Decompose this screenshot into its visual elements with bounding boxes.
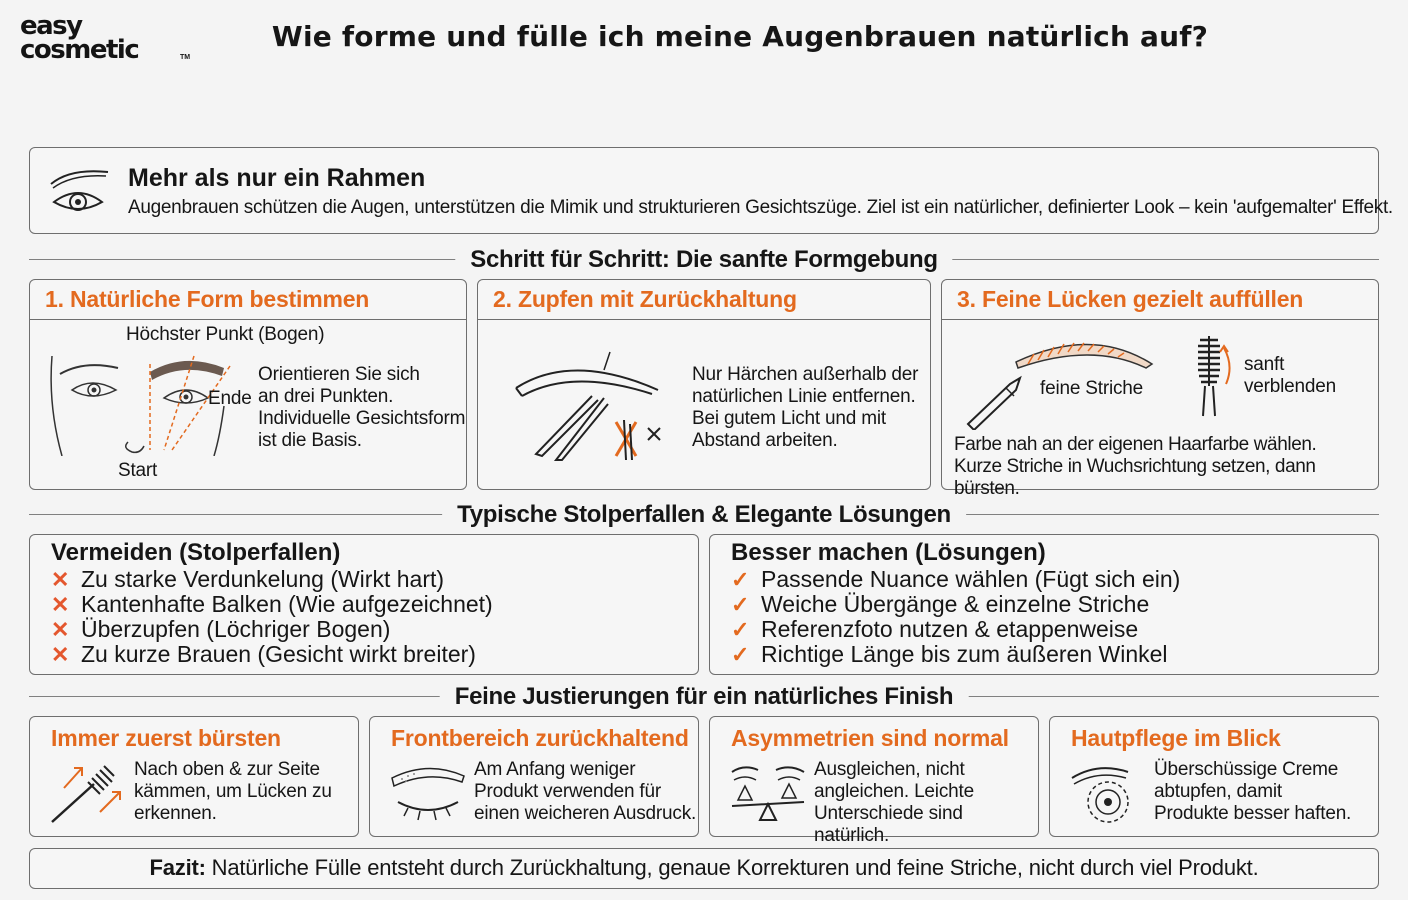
eye-skincare-icon — [1068, 762, 1148, 824]
label-start: Start — [118, 460, 158, 481]
step-card-plucking — [477, 279, 931, 490]
spoolie-icon — [1194, 334, 1234, 418]
section-divider-finish — [29, 681, 1379, 711]
logo-trademark: TM — [180, 54, 191, 61]
check-icon: ✓ — [731, 642, 750, 667]
section-divider-pitfalls — [29, 499, 1379, 529]
step-description: Nur Härchen außerhalb der natürlichen Linie entfernen. Bei gutem Licht und mit Abstand arbeiten. — [692, 364, 919, 451]
intro-box — [29, 147, 1393, 234]
cross-icon: ✕ — [51, 642, 70, 667]
better-item: ✓ Referenzfoto nutzen & etappenweise — [731, 616, 1139, 642]
tip-title: Hautpflege im Blick — [1071, 725, 1281, 751]
avoid-heading: Vermeiden (Stolperfallen) — [51, 539, 341, 566]
section-title-pitfalls: Typische Stolperfallen & Elegante Lösungen — [442, 501, 966, 529]
step-title: 3. Feine Lücken gezielt auffüllen — [942, 280, 1378, 320]
avoid-item: ✕ Zu kurze Brauen (Gesicht wirkt breiter) — [51, 641, 476, 667]
cross-icon: ✕ — [51, 617, 70, 642]
step-title: 1. Natürliche Form bestimmen — [30, 280, 466, 320]
tip-description: Ausgleichen, nicht angleichen. Leichte Unterschiede sind natürlich. — [814, 759, 974, 846]
tip-description: Nach oben & zur Seite kämmen, um Lücken zu erkennen. — [134, 759, 332, 824]
label-highest-point: Höchster Punkt (Bogen) — [126, 324, 325, 345]
tip-title: Frontbereich zurückhaltend — [391, 725, 689, 751]
summary-box — [29, 848, 1379, 889]
section-title-finish: Feine Justierungen für ein natürliches Finish — [440, 683, 969, 711]
page-title: Wie forme und fülle ich meine Augenbrauen natürlich auf? — [271, 20, 1209, 53]
summary-label: Fazit: — [149, 855, 206, 880]
tip-card-skincare — [1049, 716, 1379, 837]
tweezers-icon — [512, 342, 672, 462]
check-icon: ✓ — [731, 592, 750, 617]
avoid-box — [29, 534, 699, 675]
tip-description: Überschüssige Creme abtupfen, damit Produkte besser haften. — [1154, 759, 1352, 824]
tip-title: Immer zuerst bürsten — [51, 725, 281, 751]
step-description: Orientieren Sie sich an drei Punkten. Individuelle Gesichtsform ist die Basis. — [258, 364, 466, 451]
logo-line-2: cosmetic — [20, 35, 139, 65]
intro-heading: Mehr als nur ein Rahmen — [128, 164, 426, 192]
section-divider-steps — [29, 244, 1379, 274]
step-title: 2. Zupfen mit Zurückhaltung — [478, 280, 930, 320]
label-end: Ende — [208, 388, 252, 409]
tip-card-asymmetry — [709, 716, 1039, 846]
eye-brow-icon — [48, 162, 110, 218]
label-fine-strokes: feine Striche — [1040, 378, 1144, 399]
avoid-item: ✕ Kantenhafte Balken (Wie aufgezeichnet) — [51, 591, 493, 617]
section-title-steps: Schritt für Schritt: Die sanfte Formgebung — [455, 246, 952, 274]
avoid-list — [51, 567, 698, 667]
avoid-item: ✕ Zu starke Verdunkelung (Wirkt hart) — [51, 566, 445, 592]
check-icon: ✓ — [731, 617, 750, 642]
step-card-shape — [29, 279, 467, 490]
cross-icon: ✕ — [51, 592, 70, 617]
better-item: ✓ Richtige Länge bis zum äußeren Winkel — [731, 641, 1168, 667]
tip-card-brushing — [29, 716, 359, 837]
cross-icon: ✕ — [51, 567, 70, 592]
avoid-item: ✕ Überzupfen (Löchriger Bogen) — [51, 616, 391, 642]
tip-card-front — [369, 716, 699, 837]
check-icon: ✓ — [731, 567, 750, 592]
intro-text: Augenbrauen schützen die Augen, unterstützen die Mimik und strukturieren Gesichtszüge. Ziel ist ein natürlicher, definierter Look – kein 'aufgemalter' Effekt. — [128, 197, 1393, 218]
better-item: ✓ Weiche Übergänge & einzelne Striche — [731, 591, 1150, 617]
label-blend: sanft verblenden — [1244, 354, 1337, 397]
spoolie-brush-icon — [48, 762, 128, 824]
tip-title: Asymmetrien sind normal — [731, 725, 1009, 751]
better-box — [709, 534, 1379, 675]
better-list — [731, 567, 1378, 667]
step-card-filling — [941, 279, 1379, 499]
summary-text: Natürliche Fülle entsteht durch Zurückhaltung, genaue Korrekturen und feine Striche, nicht durch viel Produkt. — [205, 855, 1259, 880]
closed-eye-brow-icon — [388, 762, 468, 824]
logo-line-1: easy — [20, 11, 82, 41]
step-description: Farbe nah an der eigenen Haarfarbe wählen. Kurze Striche in Wuchsrichtung setzen, dann bürsten. — [954, 434, 1317, 499]
balance-scale-icon — [728, 762, 808, 824]
better-heading: Besser machen (Lösungen) — [731, 539, 1046, 566]
tip-description: Am Anfang weniger Produkt verwenden für einen weicheren Ausdruck. — [474, 759, 697, 824]
better-item: ✓ Passende Nuance wählen (Fügt sich ein) — [731, 566, 1181, 592]
